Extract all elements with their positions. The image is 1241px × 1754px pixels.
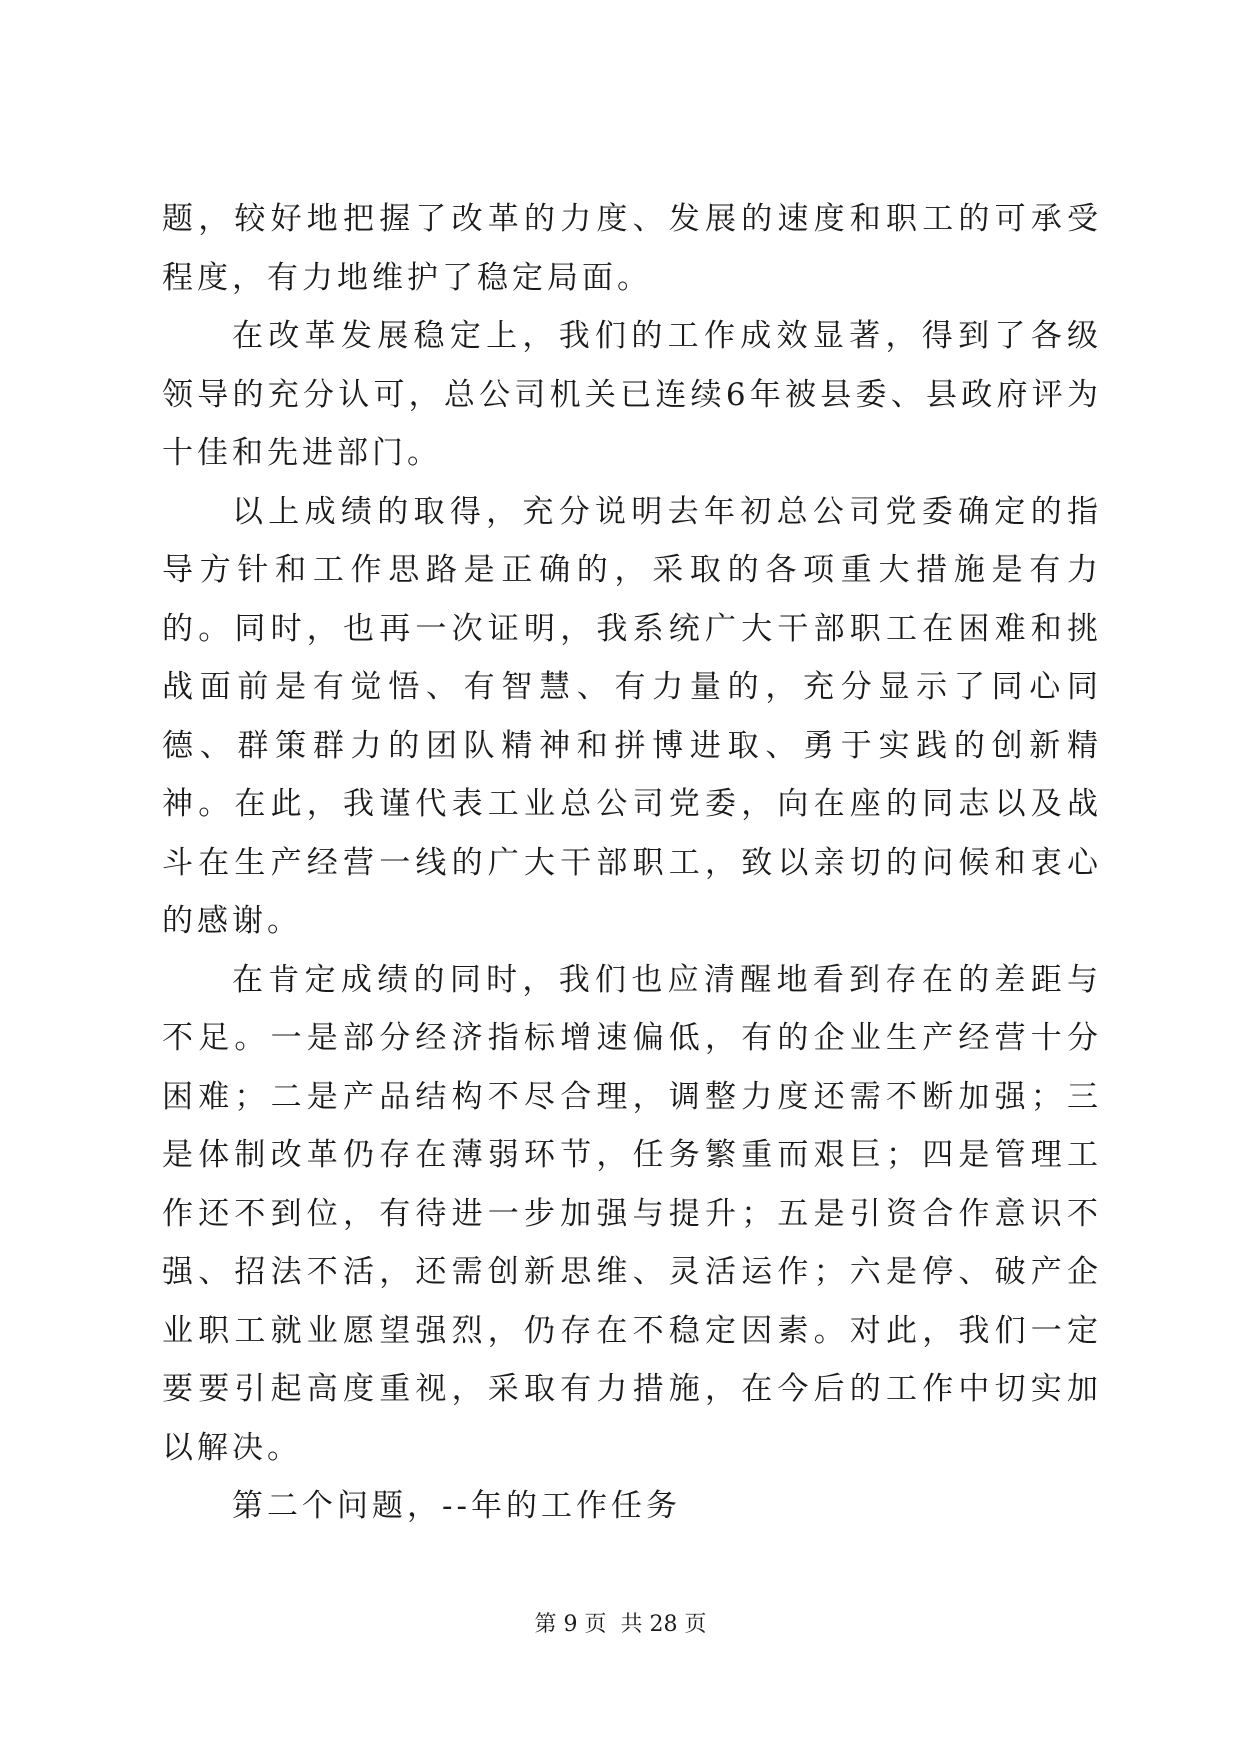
page-footer <box>0 1610 1241 1640</box>
paragraph: 在肯定成绩的同时，我们也应清醒地看到存在的差距与不足。一是部分经济指标增速偏低，有的企业生产经营十分困难；二是产品结构不尽合理，调整力度还需不断加强；三是体制改革仍存在薄弱环节，任务繁重而艰巨；四是管理工作还不到位，有待进一步加强与提升；五是引资合作意识不强、招法不活，还需创新思维、灵活运作；六是停、破产企业职工就业愿望强烈，仍存在不稳定因素。对此，我们一定要要引起高度重视，采取有力措施，在今后的工作中切实加以解决。 <box>162 961 1102 1466</box>
document-body <box>162 190 1102 1536</box>
paragraph: 题，较好地把握了改革的力度、发展的速度和职工的可承受程度，有力地维护了稳定局面。 <box>162 201 1102 296</box>
paragraph: 以上成绩的取得，充分说明去年初总公司党委确定的指导方针和工作思路是正确的，采取的各项重大措施是有力的。同时，也再一次证明，我系统广大干部职工在困难和挑战面前是有觉悟、有智慧、有力量的，充分显示了同心同德、群策群力的团队精神和拼博进取、勇于实践的创新精神。在此，我谨代表工业总公司党委，向在座的同志以及战斗在生产经营一线的广大干部职工，致以亲切的问候和衷心的感谢。 <box>162 493 1102 939</box>
page-number: 第 9 页 共 28 页 <box>534 1612 707 1637</box>
paragraph: 在改革发展稳定上，我们的工作成效显著，得到了各级领导的充分认可，总公司机关已连续6年被县委、县政府评为十佳和先进部门。 <box>162 318 1102 471</box>
section-heading: 第二个问题，--年的工作任务 <box>232 1488 681 1524</box>
